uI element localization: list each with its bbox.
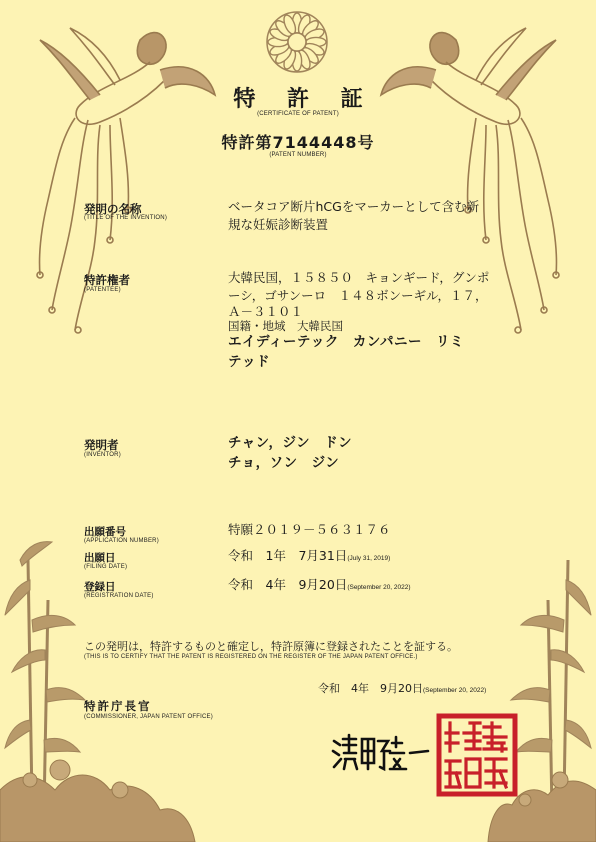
chrysanthemum-crest-icon — [267, 12, 327, 72]
certification-statement: この発明は，特許するものと確定し，特許原簿に登録されたことを証する。 — [84, 640, 458, 653]
inventor-name-2: チョ，ソン ジン — [228, 455, 340, 471]
patentee-nationality: 国籍・地域 大韓民国 — [228, 319, 343, 333]
registration-date-label-en: (REGISTRATION DATE) — [84, 593, 154, 599]
certificate-title: 特 許 証 — [233, 87, 375, 112]
official-seal-icon — [436, 713, 518, 797]
inventor-label: 発明者 — [84, 438, 119, 452]
application-number: 特願２０１９－５６３１７６ — [228, 522, 391, 537]
patentee-label: 特許権者 — [84, 273, 130, 287]
application-label-en: (APPLICATION NUMBER) — [84, 538, 159, 544]
commissioner-label-en: (COMMISSIONER, JAPAN PATENT OFFICE) — [84, 714, 213, 720]
inventor-label-en: (INVENTOR) — [84, 452, 121, 458]
filing-date-label-en: (FILING DATE) — [84, 564, 128, 570]
patent-number-en: (PATENT NUMBER) — [269, 152, 327, 158]
filing-date: 令和 1年 7月31日 — [228, 548, 348, 563]
issue-date-en: (September 20, 2022) — [423, 687, 487, 694]
left-flower-cluster-icon — [0, 760, 195, 842]
certificate-title-en: (CERTIFICATE OF PATENT) — [257, 111, 339, 117]
certification-statement-en: (THIS IS TO CERTIFY THAT THE PATENT IS REGISTERED ON THE REGISTER OF THE JAPAN PATENT OFFICE.) — [84, 654, 418, 660]
patentee-address-line3: Ａ－３１０１ — [228, 304, 304, 319]
commissioner-label: 特許庁長官 — [84, 699, 152, 713]
inventor-name-1: チャン，ジン ドン — [228, 435, 353, 451]
filing-date-row — [228, 548, 390, 567]
application-label: 出願番号 — [84, 526, 126, 538]
commissioner-signature — [330, 733, 430, 775]
right-bamboo-icon — [511, 560, 591, 810]
registration-date-en: (September 20, 2022) — [347, 584, 411, 591]
patent-number: 特許第7144448号 — [221, 133, 375, 152]
left-bamboo-icon — [5, 542, 85, 810]
registration-date-row — [228, 577, 411, 596]
invention-title-line1: ベータコア断片hCGをマーカーとして含む新 — [228, 199, 480, 214]
patentee-address-line2: ーシ，ゴサンーロ １４８ボンーギル，１７， — [228, 288, 488, 303]
registration-date: 令和 4年 9月20日 — [228, 577, 348, 592]
invention-label: 発明の名称 — [84, 202, 142, 216]
issue-date-row — [318, 680, 486, 696]
patentee-address-line1: 大韓民国，１５８５０ キョンギード，グンポ — [228, 270, 490, 285]
invention-title-line2: 規な妊娠診断装置 — [228, 217, 329, 232]
filing-date-en: (July 31, 2019) — [347, 555, 391, 562]
registration-date-label: 登録日 — [84, 581, 116, 593]
filing-date-label: 出願日 — [84, 552, 116, 564]
patentee-label-en: (PATENTEE) — [84, 287, 121, 293]
invention-label-en: (TITLE OF THE INVENTION) — [84, 215, 168, 221]
patentee-name-line1: エイディーテック カンパニー リミ — [228, 334, 464, 350]
patentee-name-line2: テッド — [228, 354, 270, 370]
issue-date: 令和 4年 9月20日 — [318, 682, 423, 695]
